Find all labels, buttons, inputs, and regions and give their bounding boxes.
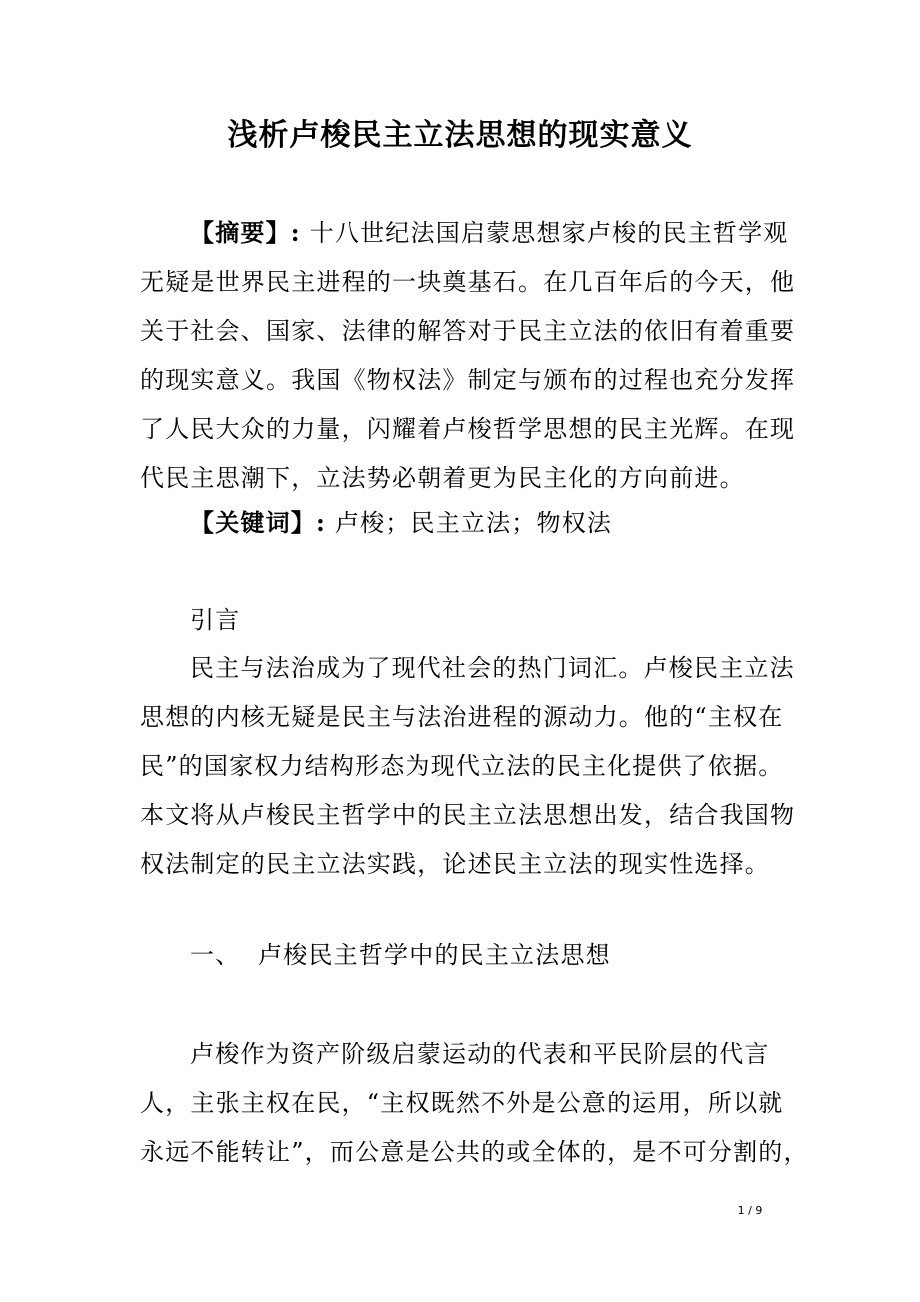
abstract-line: 的现实意义。我国《物权法》制定与颁布的过程也充分发挥 [140,366,796,394]
abstract-line: 关于社会、国家、法律的解答对于民主立法的依旧有着重要 [140,317,796,345]
document-title: 浅析卢梭民主立法思想的现实意义 [227,118,693,153]
section-heading: 一、 卢梭民主哲学中的民主立法思想 [190,941,611,969]
intro-line: 权法制定的民主立法实践，论述民主立法的现实性选择。 [140,850,770,878]
intro-line: 民主与法治成为了现代社会的热门词汇。卢梭民主立法 [190,654,795,682]
abstract-line: 了人民大众的力量，闪耀着卢梭哲学思想的民主光辉。在现 [140,415,796,443]
abstract-line: 代民主思潮下，立法势必朝着更为民主化的方向前进。 [140,464,745,492]
section-line: 永远不能转让”，而公意是公共的或全体的，是不可分割的， [140,1138,809,1166]
keywords-line [190,503,850,543]
intro-line: 思想的内核无疑是民主与法治进程的源动力。他的“主权在 [140,703,784,731]
section-line: 卢梭作为资产阶级启蒙运动的代表和平民阶层的代言 [190,1040,770,1068]
keywords-text: 卢梭；民主立法；物权法 [334,509,613,537]
keywords-label: 【关键词】: [190,508,327,537]
abstract-line: 无疑是世界民主进程的一块奠基石。在几百年后的今天，他 [140,268,796,296]
abstract-label: 【摘要】: [190,218,301,247]
intro-line: 民”的国家权力结构形态为现代立法的民主化提供了依据。 [140,752,784,780]
page-number: 1 / 9 [737,1204,763,1217]
section-line: 人，主张主权在民，“主权既然不外是公意的运用，所以就 [140,1089,784,1117]
intro-line: 本文将从卢梭民主哲学中的民主立法思想出发，结合我国物 [140,801,796,829]
abstract-first-line [190,213,850,253]
abstract-line: 十八世纪法国启蒙思想家卢梭的民主哲学观 [309,219,789,247]
intro-heading: 引言 [190,606,241,634]
